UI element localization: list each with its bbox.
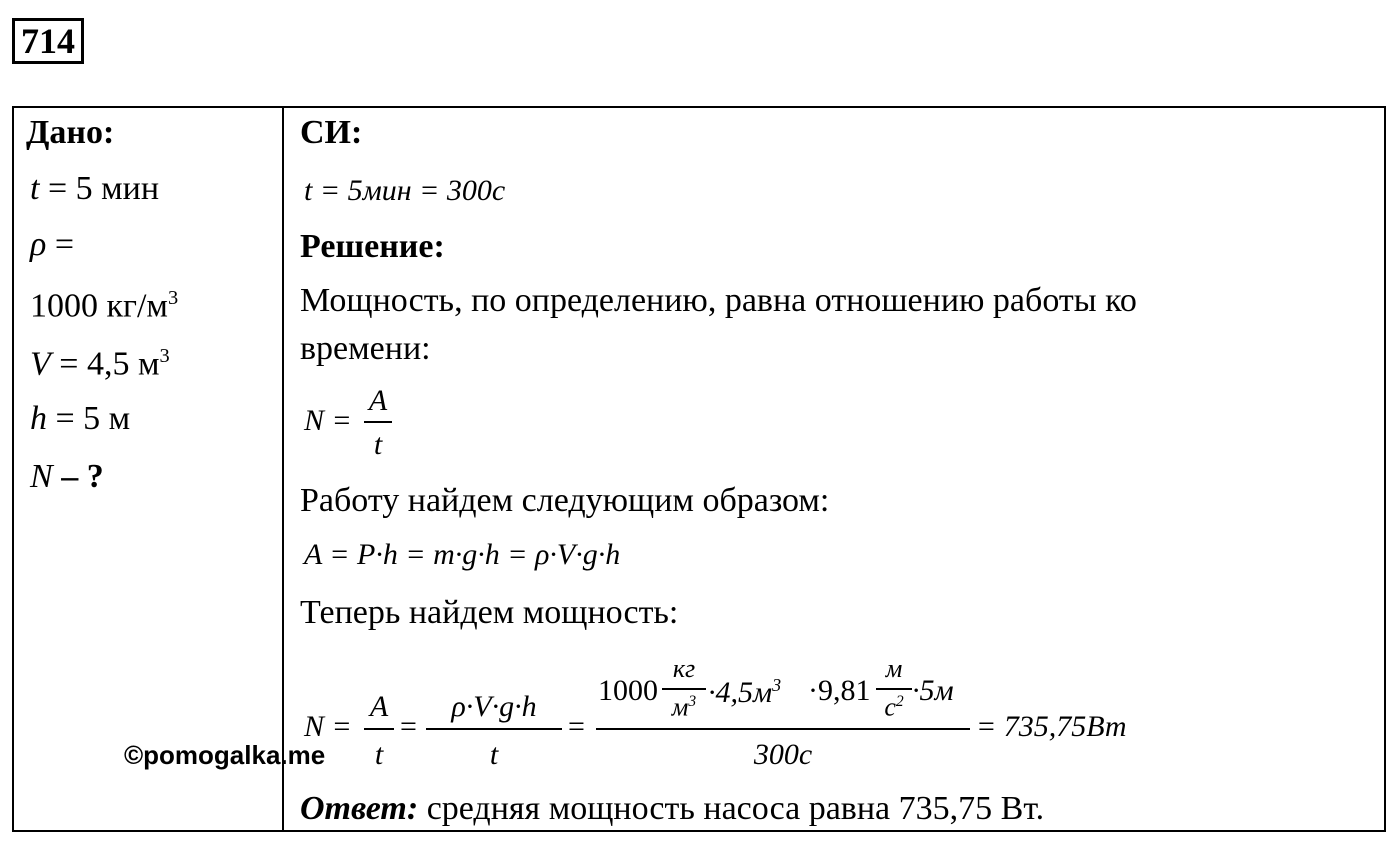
formula-1-numerator: A bbox=[368, 384, 388, 417]
final-main-bar bbox=[596, 728, 970, 730]
formula-2: A = P·h = m·g·h = ρ·V·g·h bbox=[304, 538, 621, 571]
given-line-rho: ρ = bbox=[30, 226, 75, 263]
solution-title: Решение: bbox=[300, 228, 445, 265]
final-num-1000: 1000 bbox=[598, 674, 658, 707]
final-num-g: ·9,81 bbox=[808, 674, 871, 707]
solution-text-2: Работу найдем следующим образом: bbox=[300, 482, 830, 519]
given-line-volume: V = 4,5 $м^3$ bbox=[30, 345, 170, 383]
formula-1-fraction-bar bbox=[364, 421, 392, 423]
formula-1-lhs: N = bbox=[304, 404, 352, 437]
final-unit-kg-bar bbox=[662, 688, 706, 690]
given-line-t: t = 5 мин bbox=[30, 170, 160, 207]
final-frac-a-num: A bbox=[369, 690, 389, 723]
final-eq-2: = bbox=[568, 710, 585, 743]
final-frac-a-bar bbox=[364, 728, 394, 730]
given-line-density: 1000 $кг/м^3$ bbox=[30, 287, 179, 325]
solution-text-1: Мощность, по определению, равна отношению работы ко bbox=[300, 282, 1137, 319]
given-title: Дано: bbox=[26, 114, 115, 151]
final-unit-m-bar bbox=[876, 688, 912, 690]
final-lhs: N = bbox=[304, 710, 352, 743]
final-result: = 735,75Вт bbox=[976, 710, 1127, 743]
final-unit-s2: $с^2$ bbox=[884, 692, 904, 722]
final-unit-m: м bbox=[885, 654, 903, 683]
solution-table bbox=[12, 106, 1386, 832]
final-num-height: ·5м bbox=[912, 674, 954, 707]
column-divider bbox=[282, 106, 284, 832]
final-num-volume: $\cdot 4,5м^3$ bbox=[708, 675, 782, 709]
final-eq-1: = bbox=[400, 710, 417, 743]
given-line-unknown: N – ? bbox=[30, 458, 104, 495]
final-frac-b-num: ρ·V·g·h bbox=[451, 690, 537, 723]
given-line-height: h = 5 м bbox=[30, 400, 131, 437]
final-frac-b-bar bbox=[426, 728, 562, 730]
problem-number: 714 bbox=[12, 18, 84, 64]
watermark: ©pomogalka.me bbox=[124, 740, 326, 770]
answer-line: Ответ: средняя мощность насоса равна 735,75 Вт. bbox=[300, 790, 1045, 827]
final-denominator: 300с bbox=[753, 738, 813, 771]
final-frac-a-den: t bbox=[374, 738, 384, 771]
solution-text-1b: времени: bbox=[300, 330, 431, 367]
solution-text-3: Теперь найдем мощность: bbox=[300, 594, 679, 631]
final-unit-m3: $м^3$ bbox=[671, 692, 697, 722]
final-unit-kg: кг bbox=[672, 654, 696, 683]
formula-1-denominator: t bbox=[373, 428, 383, 461]
final-frac-b-den: t bbox=[489, 738, 499, 771]
si-title: СИ: bbox=[300, 114, 363, 151]
si-expression: t = 5мин = 300с bbox=[304, 174, 506, 207]
